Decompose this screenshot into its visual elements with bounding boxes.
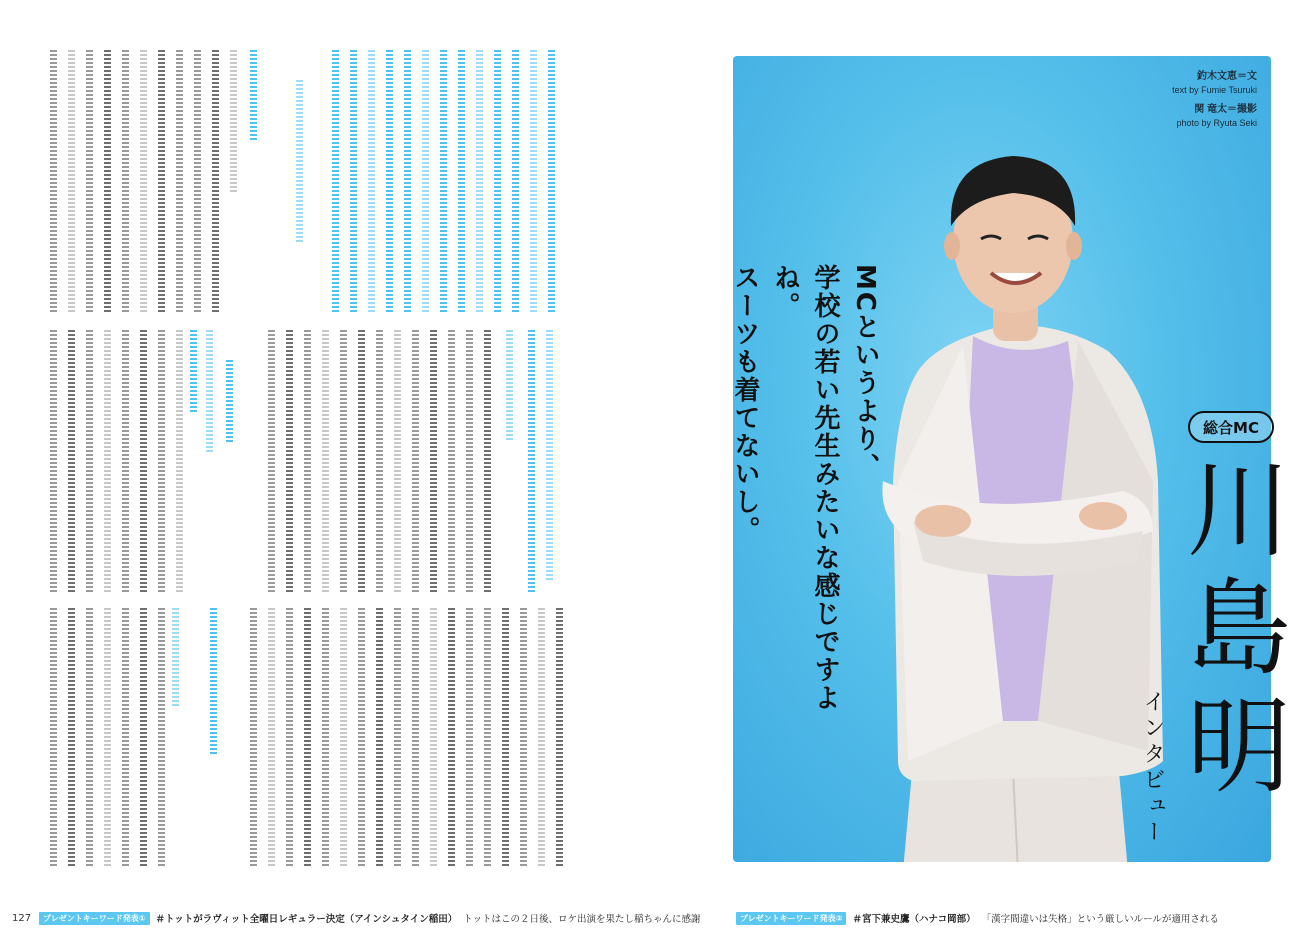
right-footer [736, 910, 1219, 926]
footer-headline: ＃トットがラヴィット全曜日レギュラー決定（アインシュタイン稲田） [155, 914, 458, 925]
keyword-tag-right: プレゼントキーワード発表② [736, 912, 846, 925]
keyword-tag: プレゼントキーワード発表① [39, 912, 149, 925]
quote-line-1: MCというより、 [850, 264, 880, 481]
interview-label: インタビュー [1140, 690, 1165, 846]
footer-text-right: 「漢字間違いは失格」という厳しいルールが適用される [981, 914, 1219, 925]
interview-quote [730, 264, 885, 724]
left-footer [12, 910, 700, 926]
footer-headline-right: ＃宮下兼史鷹（ハナコ岡部） [852, 914, 976, 925]
quote-line-2: 学校の若い先生みたいな感じですよね。 [770, 264, 840, 712]
writer-credit: 釣木文恵＝文 [1197, 71, 1257, 82]
interviewee-name: 川島明 [1169, 455, 1291, 809]
credits [1172, 70, 1257, 136]
role-badge: 総合MC [1188, 411, 1274, 443]
person-illustration [853, 121, 1173, 862]
article-text-block-top [50, 50, 570, 312]
footer-text: トットはこの２日後、ロケ出演を果たし稲ちゃんに感謝 [463, 914, 701, 925]
left-page-article [0, 0, 610, 937]
page-number: 127 [12, 912, 32, 924]
photographer-credit-en: photo by Ryuta Seki [1176, 118, 1257, 128]
article-text-block-middle [50, 330, 570, 592]
article-text-block-bottom [50, 608, 570, 866]
quote-line-3: スーツも着てないし。 [730, 264, 760, 544]
photographer-credit: 関 竜太＝撮影 [1194, 104, 1257, 115]
writer-credit-en: text by Fumie Tsuruki [1172, 85, 1257, 95]
